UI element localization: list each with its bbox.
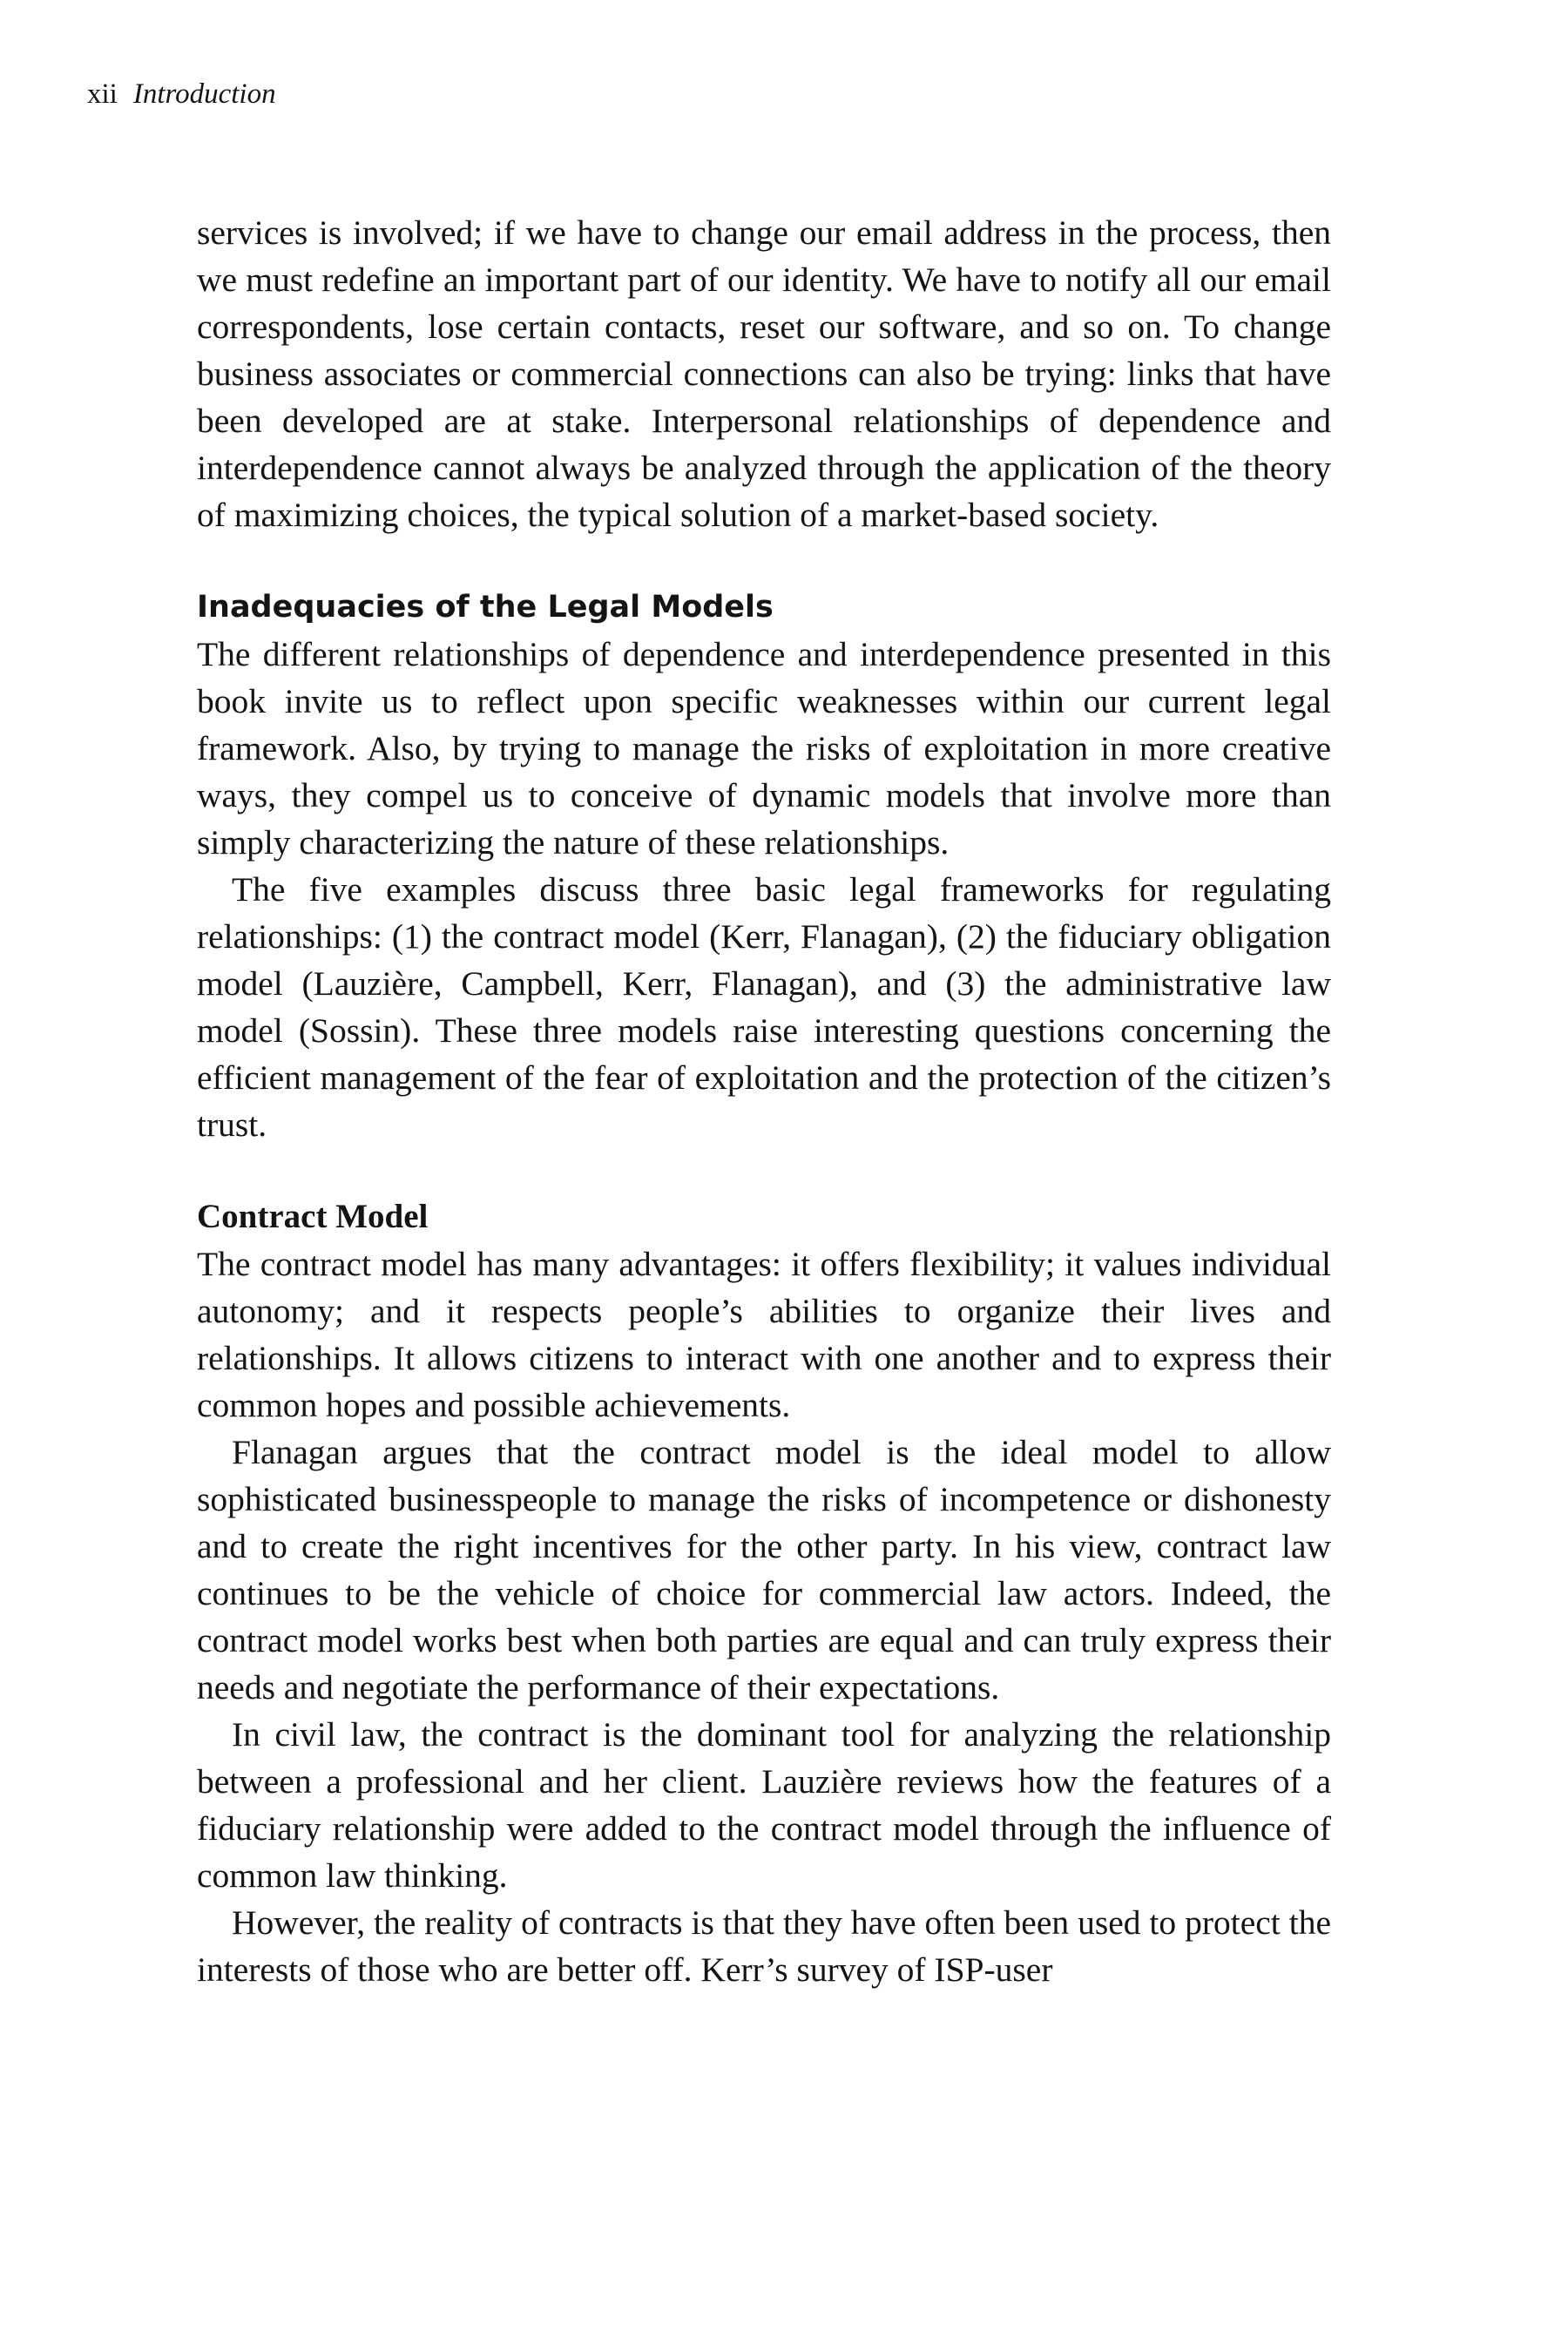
paragraph: The contract model has many advantages: it offers flexibility; it values individual autonomy; and it respects people’s abilities to organize their lives and relationships. It allows citizens to interact with one another and to express their common hopes and possible achievements. — [197, 1245, 1331, 1424]
body-text — [197, 209, 1331, 1993]
running-head-title: Introduction — [132, 78, 276, 110]
paragraph: The five examples discuss three basic legal frameworks for regulating relationships: (1) the contract model (Kerr, Flanagan), (2) the fiduciary obligation model (Lauzière, Campbell, Kerr, Flanagan), and (3) the administrative law model (Sossin). These three models raise interesting questions concerning the efficient management of the fear of exploitation and the protection of the citizen’s trust. — [197, 870, 1331, 1144]
paragraph: In civil law, the contract is the dominant tool for analyzing the relationship between a professional and her client. Lauzière reviews how the features of a fiduciary relationship were added to the contract model through the influence of common law thinking. — [197, 1715, 1331, 1895]
section-heading-inadequacies: Inadequacies of the Legal Models — [197, 590, 774, 625]
paragraph: However, the reality of contracts is that they have often been used to protect the interests of those who are better off. Kerr’s survey of ISP-user — [197, 1903, 1331, 1989]
paragraph: The different relationships of dependence and interdependence presented in this book invite us to reflect upon specific weaknesses within our current legal framework. Also, by trying to manage the risks of exploitation in more creative ways, they compel us to conceive of dynamic models that involve more than simply characterizing the nature of these relationships. — [197, 635, 1331, 862]
paragraph: Flanagan argues that the contract model is the ideal model to allow sophisticated businesspeople to manage the risks of incompetence or dishonesty and to create the right incentives for the other party. In his view, contract law continues to be the vehicle of choice for commercial law actors. Indeed, the contract model works best when both parties are equal and can truly express their needs and negotiate the performance of their expectations. — [197, 1433, 1331, 1707]
running-head — [87, 77, 276, 112]
paragraph-continued: services is involved; if we have to change our email address in the process, then we must redefine an important part of our identity. We have to notify all our email correspondents, lose certain contacts, reset our software, and so on. To change business associates or commercial connections can also be trying: links that have been developed are at stake. Interpersonal relationships of dependence and interdependence cannot always be analyzed through the application of the theory of maximizing choices, the typical solution of a market-based society. — [197, 213, 1331, 534]
subsection-heading-contract-model: Contract Model — [197, 1198, 429, 1235]
page-number: xii — [87, 78, 118, 110]
